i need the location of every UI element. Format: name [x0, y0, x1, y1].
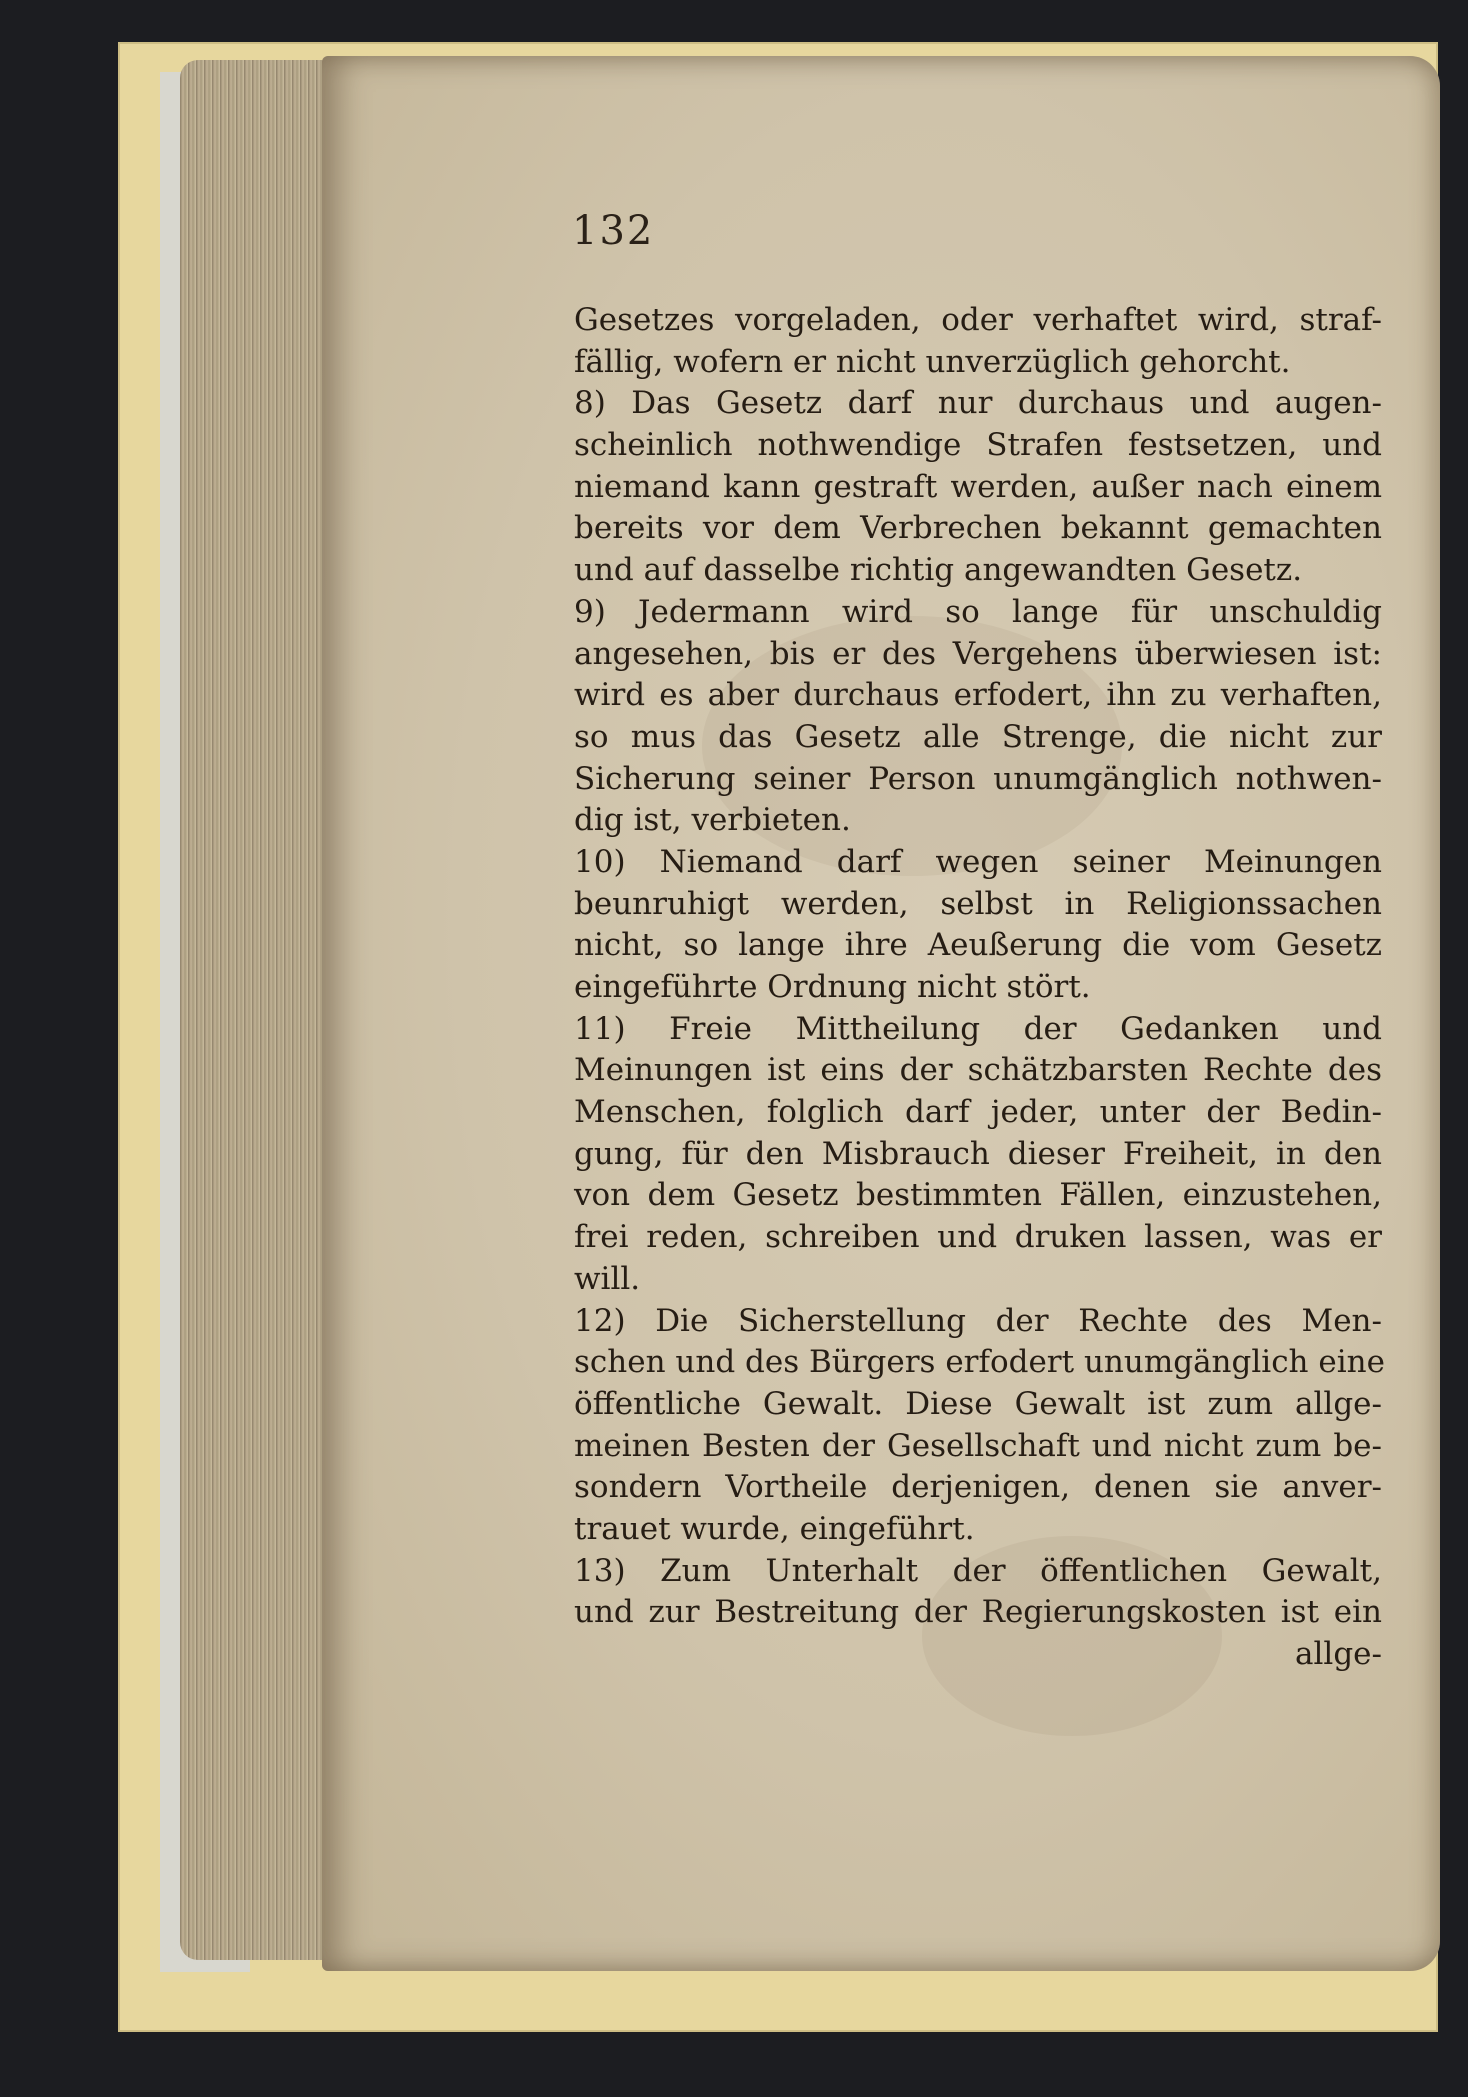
text-line: schen und des Bürgers erfodert unumgänglich eine — [574, 1344, 1385, 1381]
text-line: meinen Besten der Gesellschaft und nicht zum be- — [574, 1427, 1382, 1464]
text-line: angesehen, bis er des Vergehens überwiesen ist: — [574, 635, 1382, 672]
text-line: 12) Die Sicherstellung der Rechte des Men- — [574, 1302, 1382, 1339]
text-line: will. — [574, 1260, 641, 1297]
text-line: 11) Freie Mittheilung der Gedanken und — [574, 1010, 1382, 1047]
text-line: scheinlich nothwendige Strafen festsetzen, und — [574, 427, 1382, 464]
text-line: gung, für den Misbrauch dieser Freiheit, in den — [574, 1135, 1382, 1172]
text-line: allge- — [1295, 1636, 1382, 1672]
text-line: nicht, so lange ihre Aeußerung die vom Gesetz — [574, 927, 1382, 964]
text-line: Sicherung seiner Person unumgänglich nothwen- — [574, 760, 1382, 797]
text-line: so mus das Gesetz alle Strenge, die nicht zur — [574, 718, 1382, 755]
text-line: niemand kann gestraft werden, außer nach einem — [574, 468, 1382, 505]
text-line: frei reden, schreiben und druken lassen, was er — [574, 1219, 1382, 1256]
text-line: Menschen, folglich darf jeder, unter der Bedin- — [574, 1094, 1382, 1131]
text-line: Meinungen ist eins der schätzbarsten Rechte des — [574, 1052, 1382, 1089]
text-line: 8) Das Gesetz darf nur durchaus und augen- — [574, 385, 1382, 422]
text-line: trauet wurde, eingeführt. — [574, 1510, 975, 1547]
text-line: beunruhigt werden, selbst in Religionssachen — [574, 885, 1382, 922]
page-number: 132 — [572, 208, 655, 254]
page-text — [574, 300, 1385, 1676]
text-line: sondern Vortheile derjenigen, denen sie anver- — [574, 1469, 1382, 1506]
text-line: öffentliche Gewalt. Diese Gewalt ist zum allge- — [574, 1385, 1382, 1422]
text-line: fällig, wofern er nicht unverzüglich gehorcht. — [574, 343, 1291, 380]
text-line: dig ist, verbieten. — [574, 802, 851, 839]
text-line: und zur Bestreitung der Regierungskosten ist ein — [574, 1594, 1382, 1631]
text-line: eingeführte Ordnung nicht stört. — [574, 969, 1091, 1005]
text-line: Gesetzes vorgeladen, oder verhaftet wird, straf- — [574, 302, 1382, 338]
text-line: bereits vor dem Verbrechen bekannt gemachten — [574, 510, 1382, 547]
text-line: wird es aber durchaus erfodert, ihn zu verhaften, — [574, 677, 1382, 714]
text-line: 13) Zum Unterhalt der öffentlichen Gewalt, — [574, 1552, 1382, 1589]
text-line: von dem Gesetz bestimmten Fällen, einzustehen, — [574, 1177, 1382, 1214]
text-line: 9) Jedermann wird so lange für unschuldig — [574, 593, 1382, 630]
text-line: 10) Niemand darf wegen seiner Meinungen — [574, 843, 1382, 880]
text-line: und auf dasselbe richtig angewandten Gesetz. — [574, 552, 1303, 589]
